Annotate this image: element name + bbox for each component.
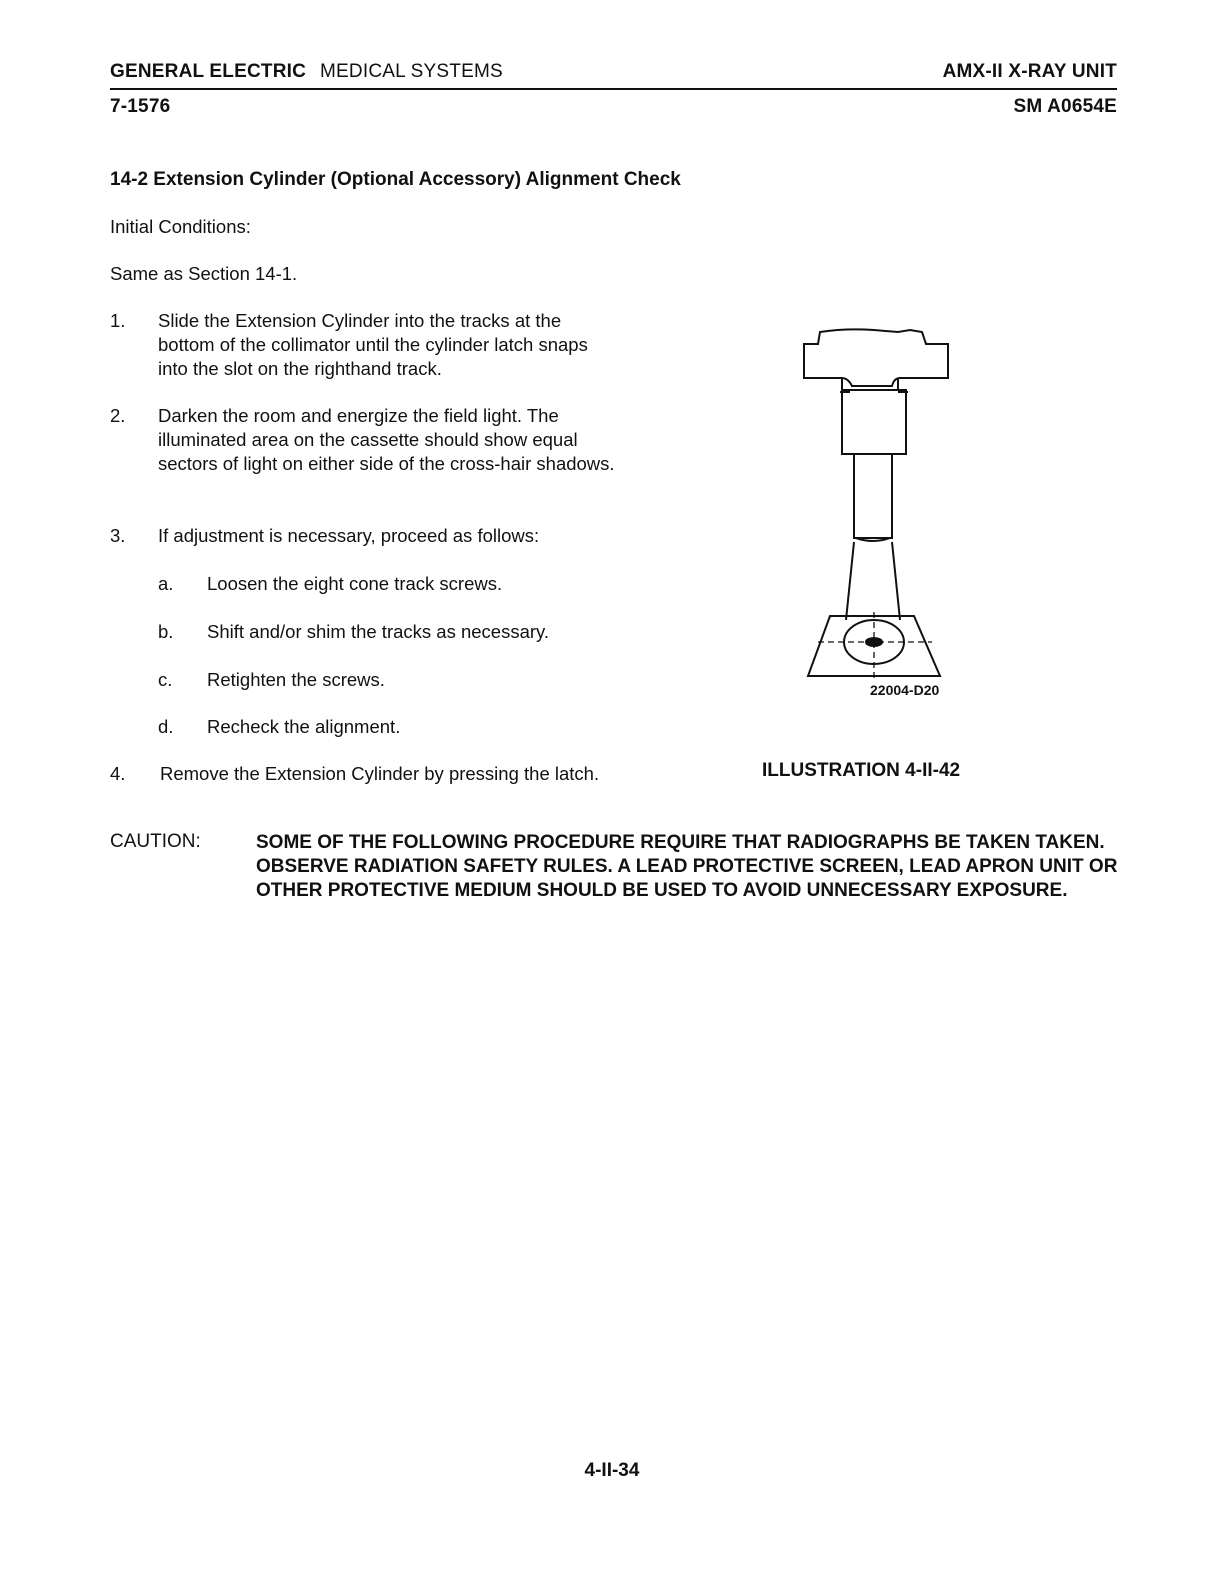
- step-number: 4.: [110, 763, 126, 784]
- page-number: 4-II-34: [584, 1460, 640, 1481]
- step-number: 2.: [110, 405, 126, 426]
- step-number: 1.: [110, 310, 126, 331]
- substep-letter: b.: [158, 621, 174, 642]
- figure-caption: ILLUSTRATION 4-II-42: [762, 760, 961, 781]
- division-name: MEDICAL SYSTEMS: [320, 61, 503, 82]
- extension-cylinder-illustration: [790, 320, 970, 705]
- substep-text: Shift and/or shim the tracks as necessary.: [207, 621, 550, 642]
- same-as-section: Same as Section 14-1.: [110, 263, 298, 284]
- initial-conditions-label: Initial Conditions:: [110, 216, 251, 237]
- document-number: 7-1576: [110, 96, 171, 117]
- substep-letter: d.: [158, 716, 174, 737]
- substep-text: Recheck the alignment.: [207, 716, 401, 737]
- substep-text: Retighten the screws.: [207, 669, 385, 690]
- header-left: [110, 61, 503, 83]
- step-number: 3.: [110, 525, 126, 546]
- company-name: GENERAL ELECTRIC: [110, 61, 307, 82]
- header-rule: [110, 88, 1117, 90]
- step-text: Remove the Extension Cylinder by pressing the latch.: [160, 763, 600, 784]
- section-title: 14-2 Extension Cylinder (Optional Accessory) Alignment Check: [110, 169, 681, 190]
- step-text: Darken the room and energize the field light. The illuminated area on the cassette should show equal sectors of light on either side of the cross-hair shadows.: [158, 405, 615, 474]
- collimator-drawing: [804, 329, 948, 676]
- step-text: If adjustment is necessary, proceed as follows:: [158, 525, 540, 546]
- substep-letter: a.: [158, 573, 174, 594]
- figure-code: 22004-D20: [870, 682, 940, 698]
- manual-code: SM A0654E: [1013, 96, 1117, 117]
- caution-label: CAUTION:: [110, 831, 201, 852]
- substep-letter: c.: [158, 669, 173, 690]
- step-text: Slide the Extension Cylinder into the tracks at the bottom of the collimator until the cylinder latch snaps into the slot on the righthand track.: [158, 310, 588, 379]
- product-name: AMX-II X-RAY UNIT: [942, 61, 1117, 82]
- substep-text: Loosen the eight cone track screws.: [207, 573, 503, 594]
- caution-text: SOME OF THE FOLLOWING PROCEDURE REQUIRE THAT RADIOGRAPHS BE TAKEN TAKEN. OBSERVE RADIATION SAFETY RULES. A LEAD PROTECTIVE SCREEN, LEAD APRON UNIT OR OTHER PROTECTIVE MEDIUM SHOULD BE USED TO AVOID UNNECESSARY EXPOSURE.: [256, 832, 1118, 901]
